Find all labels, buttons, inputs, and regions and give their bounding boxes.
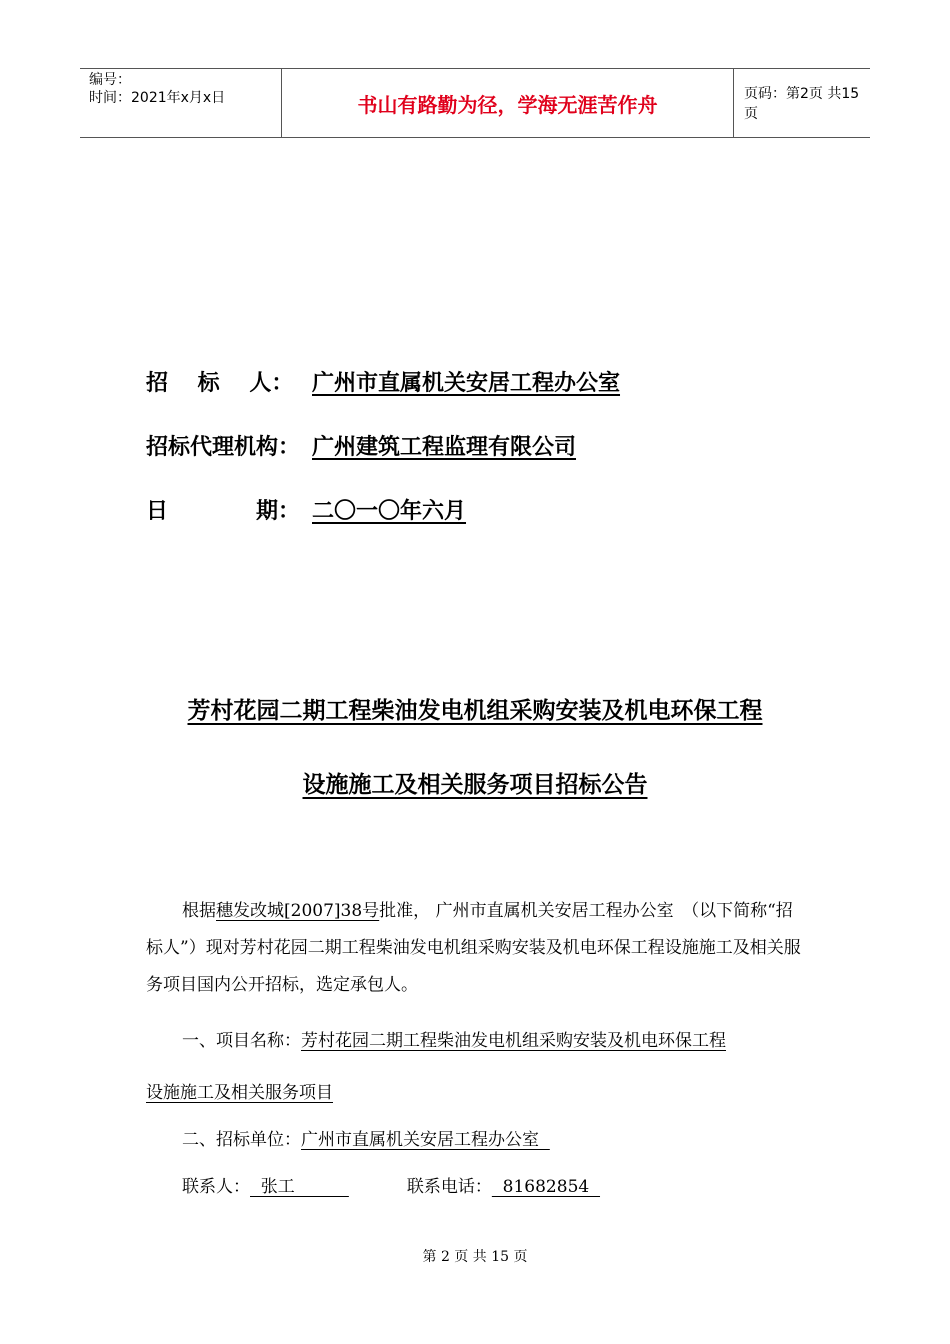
tender-unit-value: 广州市直属机关安居工程办公室 (301, 1130, 550, 1150)
agency-line (146, 430, 576, 461)
intro-paragraph (146, 893, 806, 1004)
tenderer-value: 广州市直属机关安居工程办公室 (312, 371, 621, 396)
agency-value: 广州建筑工程监理有限公司 (312, 435, 577, 460)
date-line (146, 494, 466, 525)
contact-value: 张工 (250, 1177, 349, 1197)
phone-value: 81682854 (491, 1177, 601, 1197)
tenderer-label: 招 标 人： (146, 371, 294, 396)
motto-text: 书山有路勤为径，学海无涯苦作舟 (357, 92, 658, 117)
agency-label: 招标代理机构： (146, 435, 301, 460)
phone-label: 联系电话： (406, 1177, 492, 1197)
tender-unit-label: 二、招标单位： (182, 1130, 301, 1150)
date-label: 日 期： (146, 499, 301, 524)
project-name-line-2 (146, 1078, 333, 1103)
number-label: 编号： (89, 72, 131, 88)
notice-title-line1: 芳村花园二期工程柴油发电机组采购安装及机电环保工程 (187, 698, 763, 724)
intro-rest: 批准， 广州市直属机关安居工程办公室 （以下简称“招标人”）现对芳村花园二期工程柴油发电机组采购安装及机电环保工程设施施工及相关服务项目国内公开招标，选定承包人。 (146, 901, 801, 995)
motto-cell (281, 69, 734, 137)
header-table (80, 68, 870, 138)
header-meta-cell (80, 69, 281, 137)
tenderer-line (146, 366, 620, 397)
contact-line (182, 1172, 600, 1197)
page-info-cell (734, 69, 870, 137)
page-info-text: 页码：第2页 共15页 (744, 86, 860, 122)
time-label: 时间：2021年x月x日 (89, 90, 226, 106)
project-name-value-2: 设施施工及相关服务项目 (146, 1083, 333, 1103)
approval-number: 穗发改城[2007]38号 (216, 901, 380, 921)
date-value: 二〇一〇年六月 (312, 499, 467, 524)
project-name-line (182, 1026, 726, 1051)
tender-unit-line (182, 1125, 550, 1150)
project-name-label: 一、项目名称： (182, 1031, 301, 1051)
page-footer: 第 2 页 共 15 页 (422, 1249, 528, 1265)
contact-label: 联系人： (182, 1177, 250, 1197)
intro-prefix: 根据 (182, 901, 216, 921)
project-name-value-1: 芳村花园二期工程柴油发电机组采购安装及机电环保工程 (301, 1031, 726, 1051)
notice-title-line2: 设施施工及相关服务项目招标公告 (302, 772, 648, 798)
